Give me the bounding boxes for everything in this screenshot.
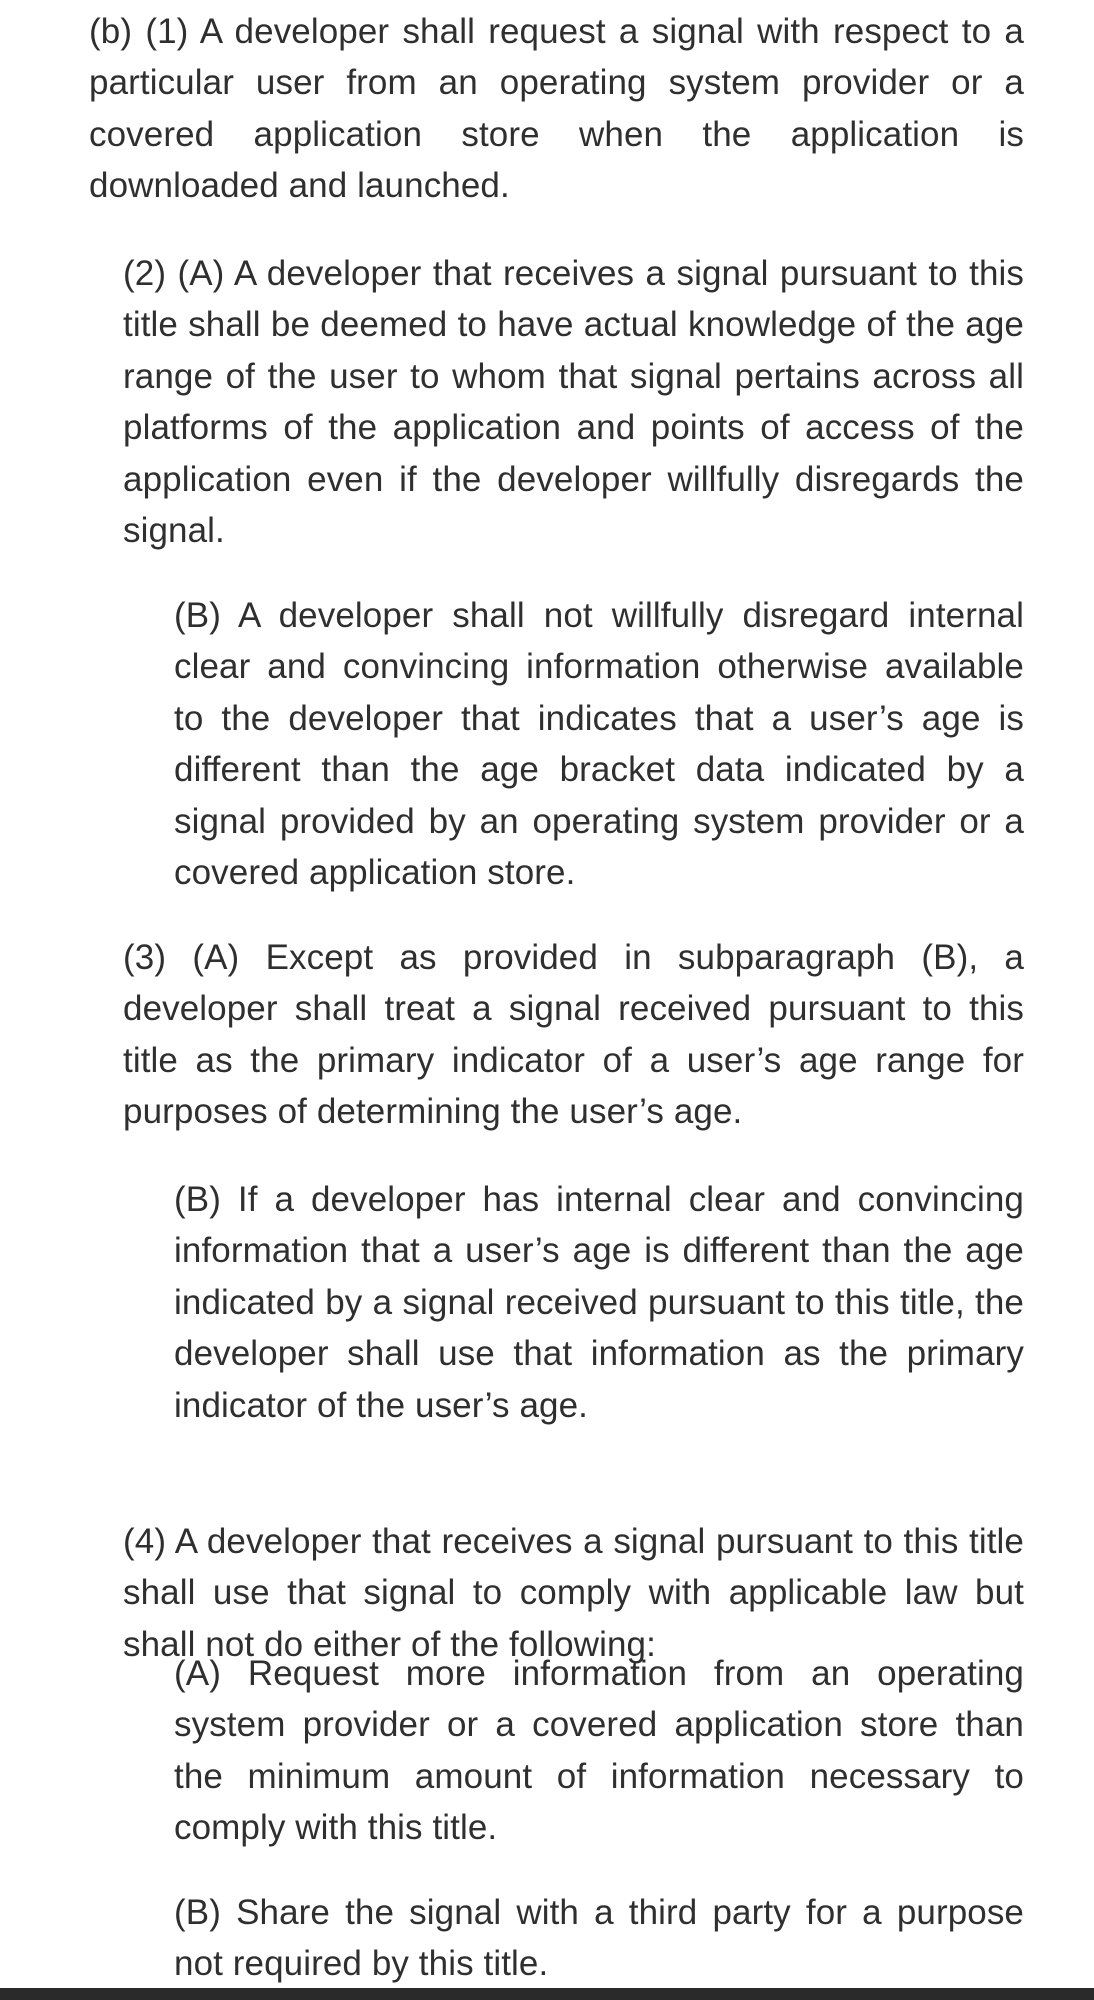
bottom-navigation-bar [0,1988,1094,2000]
paragraph-4-A: (A) Request more information from an operating system provider or a covered application store than the minimum amount of information necessary to comply with this title. [174,1654,1024,1848]
paragraph-3-A: (3) (A) Except as provided in subparagraph (B), a developer shall treat a signal received pursuant to this title as the primary indicator of a user’s age range for purposes of determining the user’s age. [123,938,1024,1132]
paragraph-3-B: (B) If a developer has internal clear and convincing information that a user’s age is different than the age indicated by a signal received pursuant to this title, the developer shall use that information as the primary indicator of the user’s age. [174,1180,1024,1425]
paragraph-b-1: (b) (1) A developer shall request a signal with respect to a particular user from an operating system provider or a covered application store when the application is downloaded and launched. [89,12,1024,206]
paragraph-4-B: (B) Share the signal with a third party for a purpose not required by this title. [174,1893,1024,1984]
paragraph-2-A: (2) (A) A developer that receives a signal pursuant to this title shall be deemed to have actual knowledge of the age range of the user to whom that signal pertains across all platforms of the application and points of access of the application even if the developer willfully disregards the signal. [123,254,1024,551]
paragraph-2-B: (B) A developer shall not willfully disregard internal clear and convincing information otherwise available to the developer that indicates that a user’s age is different than the age bracket data indicated by a signal provided by an operating system provider or a covered application store. [174,596,1024,893]
paragraph-4: (4) A developer that receives a signal pursuant to this title shall use that signal to comply with applicable law but shall not do either of the following: [123,1522,1024,1664]
